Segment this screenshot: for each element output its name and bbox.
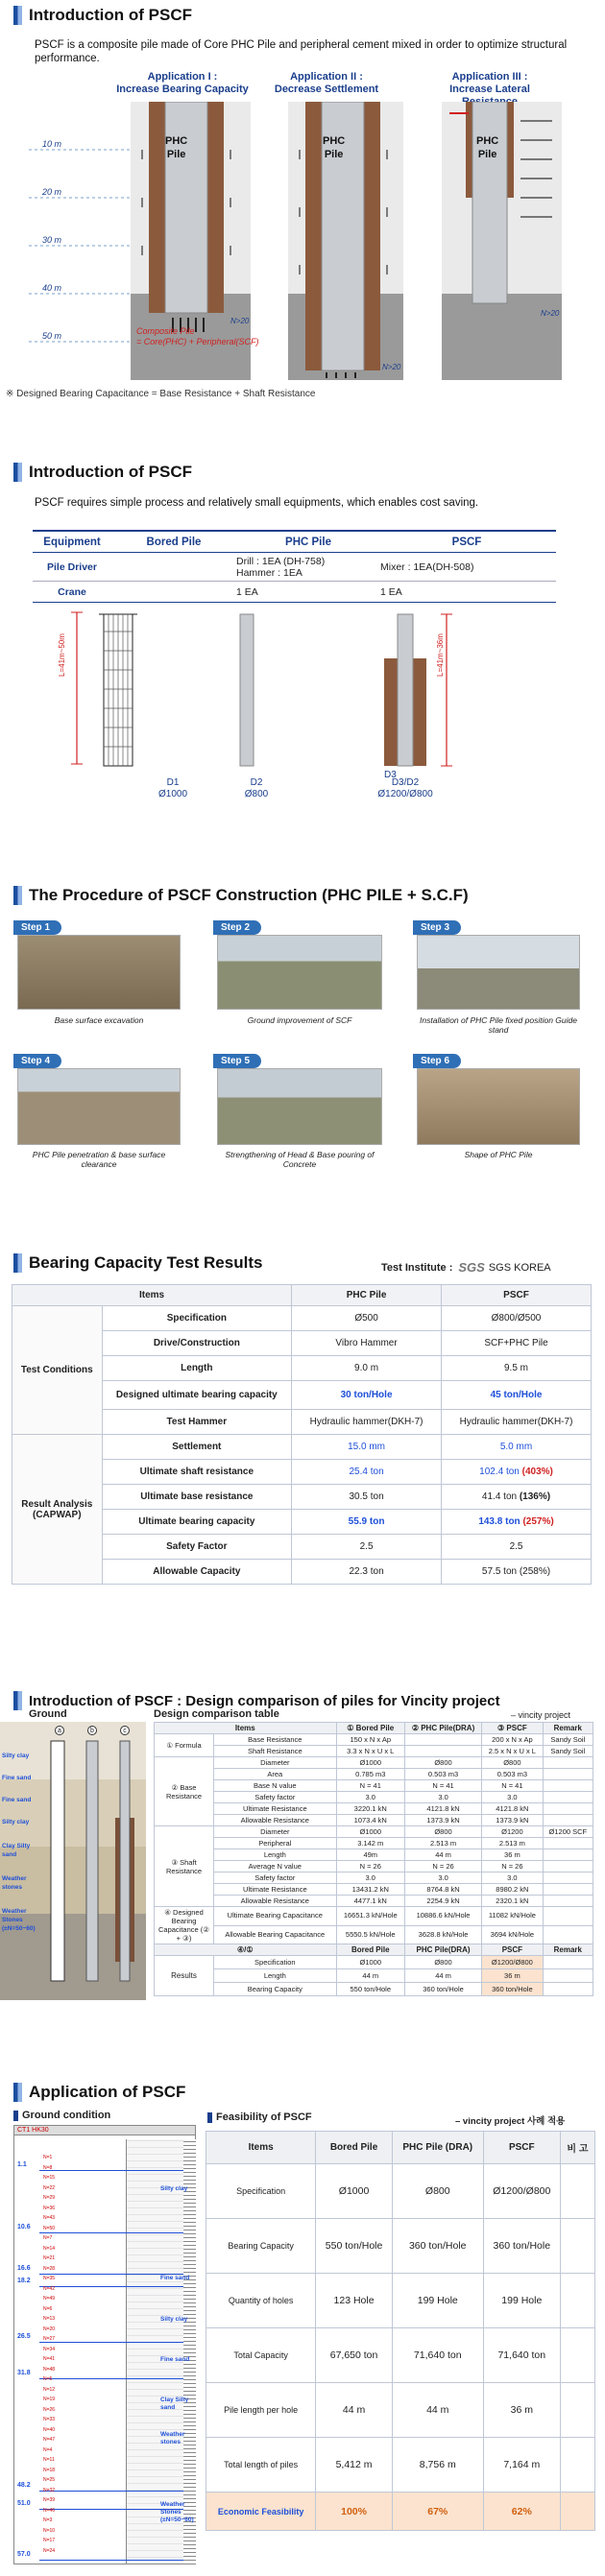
pile-applications-diagram bbox=[29, 102, 586, 380]
group-test-conditions: Test Conditions bbox=[12, 1306, 103, 1435]
item-label: Settlement bbox=[102, 1435, 292, 1460]
col-bored: Bored Pile bbox=[146, 536, 202, 548]
equipment-table bbox=[33, 530, 556, 603]
step-6-photo bbox=[417, 1068, 580, 1145]
table-row bbox=[12, 1435, 592, 1460]
col-header: PHC Pile(DRA) bbox=[404, 1944, 481, 1956]
col-header: ③ PSCF bbox=[482, 1723, 544, 1734]
table-row: Safety factor 3.0 3.0 3.0 bbox=[155, 1872, 593, 1884]
table-row: Total Capacity 67,650 ton 71,640 ton 71,640 ton bbox=[206, 2328, 595, 2383]
equipment-description: PSCF requires simple process and relatively small equipments, which enables cost saving. bbox=[35, 497, 479, 509]
section-title bbox=[13, 463, 192, 482]
col-header: Bored Pile bbox=[316, 2132, 393, 2164]
phc-value: 2.5 bbox=[292, 1535, 442, 1560]
table-row: Ultimate Resistance 13431.2 kN 8764.8 kN 8980.2 kN bbox=[155, 1884, 593, 1896]
col-header: ② PHC Pile(DRA) bbox=[404, 1723, 481, 1734]
col-equipment: Equipment bbox=[43, 536, 101, 548]
pscf-value: 2.5 bbox=[442, 1535, 592, 1560]
depth-marker: 57.0 bbox=[17, 2550, 31, 2558]
col-pscf: PSCF bbox=[442, 1285, 592, 1306]
depth-50: 50 m bbox=[42, 331, 62, 341]
item-label: Test Hammer bbox=[102, 1410, 292, 1435]
ground-layer-label: Silty clay bbox=[2, 1819, 30, 1825]
depth-marker: 26.5 bbox=[17, 2333, 31, 2341]
pscf-value: 102.4 ton (403%) bbox=[442, 1460, 592, 1485]
ground-layer-labels bbox=[2, 1752, 46, 1948]
pscf-value: Hydraulic hammer(DKH-7) bbox=[442, 1410, 592, 1435]
soil-label: Silty clay bbox=[160, 2185, 188, 2192]
section-title bbox=[13, 2083, 185, 2102]
depth-20: 20 m bbox=[42, 187, 62, 197]
step-6-caption: Shape of PHC Pile bbox=[464, 1150, 533, 1159]
phc-value: 22.3 ton bbox=[292, 1560, 442, 1585]
depth-30: 30 m bbox=[42, 235, 62, 245]
pscf-value: 57.5 ton (258%) bbox=[442, 1560, 592, 1585]
table-row: Ultimate Resistance 3220.1 kN 4121.8 kN 4121.8 kN bbox=[155, 1803, 593, 1815]
n-label-3: N>20 bbox=[541, 309, 560, 318]
economic-feasibility-row: Economic Feasibility 100% 67% 62% bbox=[206, 2493, 595, 2531]
section-title-text: Introduction of PSCF bbox=[29, 463, 192, 481]
section-title bbox=[13, 6, 192, 25]
dim-label-1: L=41m~50m bbox=[58, 633, 66, 677]
col-header: Items bbox=[155, 1723, 337, 1734]
step-4-label: Step 4 bbox=[13, 1054, 61, 1068]
step-5-photo bbox=[217, 1068, 382, 1145]
pile-label-2: PHC Pile bbox=[323, 135, 346, 160]
step-1-caption: Base surface excavation bbox=[54, 1015, 144, 1025]
phc-value: 15.0 mm bbox=[292, 1435, 442, 1460]
section-title bbox=[13, 886, 469, 905]
n-label-1: N>20 bbox=[230, 317, 250, 325]
table-row: Base N value N = 41 N = 41 N = 41 bbox=[155, 1780, 593, 1792]
step-1-label: Step 1 bbox=[13, 920, 61, 935]
pscf-value: 143.8 ton (257%) bbox=[442, 1510, 592, 1535]
col-phc: PHC Pile bbox=[285, 536, 331, 548]
boring-log: CT1 HK30 1.1 10.6 16.6 18.2 26.5 31.8 48.2 51.0 57.0 Silty clay Fine sand Silty clay Fine sand Clay Silty sand Weather stones Weather Stones (±N=50~60) N=1 N=8 N=15 N=22 N=29 N=36 N=43 N=50 N=7 N=14 N=21 N=28 N=35 N=42 N=49 N=6 N=13 N=20 N=27 N=34 N=41 N=48 N=5 N=12 N=19 N=26 N=33 N=40 N=47 N=4 N=11 N=18 N=25 N=32 N=39 N=46 N=3 N=10 N=17 N=24 bbox=[13, 2125, 196, 2564]
section-title-text: Bearing Capacity Test Results bbox=[29, 1253, 263, 1272]
pile-label-1: PHC Pile bbox=[165, 135, 188, 160]
ground-layer-label: Clay Silty sand bbox=[2, 1843, 31, 1858]
design-table-title: Design comparison table bbox=[154, 1708, 279, 1720]
circle-label-a: a bbox=[55, 1726, 64, 1735]
table-row: ① Formula Base Resistance 150 x N x Ap 200 x N x Ap Sandy Soil bbox=[155, 1734, 593, 1746]
item-label: Drive/Construction bbox=[102, 1331, 292, 1356]
step-3-label: Step 3 bbox=[413, 920, 461, 935]
table-row: Bearing Capacity 550 ton/Hole 360 ton/Hole 360 ton/Hole bbox=[206, 2219, 595, 2274]
table-row: Pile Driver Drill : 1EA (DH-758) Hammer : 1EA Mixer : 1EA(DH-508) bbox=[33, 553, 556, 582]
item-label: Allowable Capacity bbox=[102, 1560, 292, 1585]
composite-pile-note: Composite Pile = Core(PHC) + Peripheral(SCF) bbox=[136, 326, 259, 346]
pile-label-d1: D1 Ø1000 bbox=[157, 777, 188, 799]
test-institute: Test Institute : SGS SGS KOREA bbox=[381, 1260, 551, 1275]
col-phc: PHC Pile bbox=[292, 1285, 442, 1306]
step-5-label: Step 5 bbox=[213, 1054, 261, 1068]
col-header: ④/① bbox=[155, 1944, 337, 1956]
section-title bbox=[13, 1691, 500, 1710]
col-items: Items bbox=[12, 1285, 292, 1306]
table-row: Bearing Capacity 550 ton/Hole 360 ton/Hole 360 ton/Hole bbox=[155, 1983, 593, 1996]
table-row: Length 44 m 44 m 36 m bbox=[155, 1969, 593, 1983]
table-row: Allowable Resistance 4477.1 kN 2254.9 kN 2320.1 kN bbox=[155, 1896, 593, 1907]
item-label: Ultimate shaft resistance bbox=[102, 1460, 292, 1485]
step-4-photo bbox=[17, 1068, 181, 1145]
circle-label-c: c bbox=[120, 1726, 130, 1735]
bearing-footnote: ※ Designed Bearing Capacitance = Base Resistance + Shaft Resistance bbox=[6, 389, 316, 399]
item-label: Ultimate bearing capacity bbox=[102, 1510, 292, 1535]
ground-condition-title: Ground condition bbox=[13, 2110, 110, 2121]
phc-value: 25.4 ton bbox=[292, 1460, 442, 1485]
boring-log-header: CT1 HK30 bbox=[14, 2126, 195, 2135]
group-label: ③ Shaft Resistance bbox=[155, 1826, 214, 1907]
soil-label: Clay Silty sand bbox=[160, 2397, 189, 2412]
vincity-project-ko: – vincity project 사례 적용 bbox=[455, 2116, 566, 2127]
pile-label-d3: D3/D2 Ø1200/Ø800 bbox=[377, 777, 433, 799]
step-2-label: Step 2 bbox=[213, 920, 261, 935]
pscf-value: 45 ton/Hole bbox=[442, 1381, 592, 1410]
ground-layer-label: Silty clay bbox=[2, 1753, 30, 1759]
design-comparison-table bbox=[154, 1722, 593, 1996]
section-title-text: Introduction of PSCF bbox=[29, 6, 192, 24]
application-2-title: Application II : Decrease Settlement bbox=[274, 71, 379, 95]
depth-marker: 10.6 bbox=[17, 2223, 31, 2230]
col-header: PSCF bbox=[482, 1944, 544, 1956]
table-row: Shaft Resistance 3.3 x N x U x L 2.5 x N x U x L Sandy Soil bbox=[155, 1746, 593, 1757]
col-pscf: PSCF bbox=[451, 536, 482, 548]
ground-layer-label: Weather Stones (±N=50~60) bbox=[2, 1908, 36, 1932]
depth-marker: 16.6 bbox=[17, 2265, 31, 2273]
pile-label-3: PHC Pile bbox=[476, 135, 499, 160]
pscf-value: 41.4 ton (136%) bbox=[442, 1485, 592, 1510]
table-row: ④ Designed Bearing Capacitance (② + ③) Ultimate Bearing Capacitance 16651.3 kN/Hole 10886.6 kN/Hole 11082 kN/Hole bbox=[155, 1907, 593, 1926]
step-2-caption: Ground improvement of SCF bbox=[247, 1015, 352, 1025]
depth-marker: 1.1 bbox=[17, 2160, 27, 2168]
group-label: ④ Designed Bearing Capacitance (② + ③) bbox=[155, 1907, 214, 1944]
dim-label-2: L=41m~36m bbox=[436, 633, 445, 677]
table-row: Specification Ø1000 Ø800 Ø1200/Ø800 bbox=[206, 2164, 595, 2219]
table-row: Pile length per hole 44 m 44 m 36 m bbox=[206, 2383, 595, 2438]
table-row: ② Base Resistance Diameter Ø1000 Ø800 Ø800 bbox=[155, 1757, 593, 1769]
col-header: PSCF bbox=[483, 2132, 560, 2164]
col-header: ① Bored Pile bbox=[336, 1723, 404, 1734]
ground-layer-label: Weather stones bbox=[2, 1875, 27, 1891]
table-row: Average N value N = 26 N = 26 N = 26 bbox=[155, 1861, 593, 1872]
ground-layer-label: Fine sand bbox=[2, 1775, 32, 1781]
col-header: Remark bbox=[543, 1723, 593, 1734]
table-row: Allowable Bearing Capacitance 5550.5 kN/Hole 3628.8 kN/Hole 3694 kN/Hole bbox=[155, 1925, 593, 1944]
table-row: Peripheral 3.142 m 2.513 m 2.513 m bbox=[155, 1838, 593, 1849]
soil-label: Fine sand bbox=[160, 2275, 190, 2281]
pscf-value: Ø800/Ø500 bbox=[442, 1306, 592, 1331]
group-result-analysis: Result Analysis (CAPWAP) bbox=[12, 1435, 103, 1585]
n-label-2: N>20 bbox=[382, 363, 401, 371]
soil-label: Silty clay bbox=[160, 2316, 188, 2324]
phc-value: 9.0 m bbox=[292, 1356, 442, 1381]
table-row: ③ Shaft Resistance Diameter Ø1000 Ø800 Ø1200 Ø1200 SCF bbox=[155, 1826, 593, 1838]
col-header: Items bbox=[206, 2132, 316, 2164]
depth-marker: 18.2 bbox=[17, 2277, 31, 2284]
table-row: Crane 1 EA 1 EA bbox=[33, 582, 556, 603]
item-label: Designed ultimate bearing capacity bbox=[102, 1381, 292, 1410]
section-title-text: Introduction of PSCF : Design comparison of piles for Vincity project bbox=[29, 1692, 500, 1709]
feasibility-title: Feasibility of PSCF bbox=[207, 2111, 312, 2123]
phc-value: 55.9 ton bbox=[292, 1510, 442, 1535]
step-1-photo bbox=[17, 935, 181, 1010]
table-row: Area 0.785 m3 0.503 m3 0.503 m3 bbox=[155, 1769, 593, 1780]
vincity-project-label: – vincity project bbox=[511, 1710, 571, 1720]
pscf-value: 5.0 mm bbox=[442, 1435, 592, 1460]
soil-label: Weather Stones (±N=50~60) bbox=[160, 2500, 194, 2523]
step-3-caption: Installation of PHC Pile fixed position Guide stand bbox=[420, 1015, 577, 1035]
application-3-title: Application III : Increase Lateral bbox=[449, 71, 530, 95]
ground-layer-label: Fine sand bbox=[2, 1797, 32, 1803]
sgs-logo: SGS bbox=[458, 1260, 485, 1275]
intro-description: PSCF is a composite pile made of Core PHC Pile and peripheral cement mixed in order to optimize structural performance. bbox=[35, 39, 568, 64]
d3-label: D3 bbox=[384, 770, 397, 780]
col-header: PHC Pile (DRA) bbox=[392, 2132, 483, 2164]
circle-label-b: b bbox=[87, 1726, 97, 1735]
depth-10: 10 m bbox=[42, 139, 62, 149]
table-row: Length 49m 44 m 36 m bbox=[155, 1849, 593, 1861]
depth-marker: 31.8 bbox=[17, 2369, 31, 2376]
group-label: Results bbox=[155, 1956, 214, 1996]
col-header: Bored Pile bbox=[336, 1944, 404, 1956]
table-row: Results Specification Ø1000 Ø800 Ø1200/Ø800 bbox=[155, 1956, 593, 1969]
depth-marker: 48.2 bbox=[17, 2482, 31, 2490]
application-1-title: Application I : Increase Bearing Capacity bbox=[116, 71, 249, 95]
phc-value: 30.5 ton bbox=[292, 1485, 442, 1510]
soil-label: Fine sand bbox=[160, 2356, 190, 2364]
phc-value: Hydraulic hammer(DKH-7) bbox=[292, 1410, 442, 1435]
phc-value: Ø500 bbox=[292, 1306, 442, 1331]
step-6-label: Step 6 bbox=[413, 1054, 461, 1068]
section-title bbox=[13, 1253, 262, 1273]
step-3-photo bbox=[417, 935, 580, 1010]
table-row bbox=[12, 1306, 592, 1331]
group-label: ① Formula bbox=[155, 1734, 214, 1757]
item-label: Ultimate base resistance bbox=[102, 1485, 292, 1510]
step-5-caption: Strengthening of Head & Base pouring of Concrete bbox=[225, 1150, 375, 1169]
soil-label: Weather stones bbox=[160, 2430, 185, 2445]
table-row: Quantity of holes 123 Hole 199 Hole 199 Hole bbox=[206, 2274, 595, 2328]
section-title-text: Application of PSCF bbox=[29, 2083, 186, 2101]
table-row: Safety factor 3.0 3.0 3.0 bbox=[155, 1792, 593, 1803]
item-label: Specification bbox=[102, 1306, 292, 1331]
item-label: Length bbox=[102, 1356, 292, 1381]
table-row: Allowable Resistance 1073.4 kN 1373.9 kN 1373.9 kN bbox=[155, 1815, 593, 1826]
bearing-test-table bbox=[12, 1284, 592, 1585]
item-label: Safety Factor bbox=[102, 1535, 292, 1560]
phc-value: 30 ton/Hole bbox=[292, 1381, 442, 1410]
col-header: Remark bbox=[543, 1944, 593, 1956]
table-row: Total length of piles 5,412 m 8,756 m 7,164 m bbox=[206, 2438, 595, 2493]
col-header: 비 고 bbox=[560, 2132, 594, 2164]
depth-marker: 51.0 bbox=[17, 2500, 31, 2507]
pscf-value: SCF+PHC Pile bbox=[442, 1331, 592, 1356]
depth-40: 40 m bbox=[42, 283, 62, 293]
pile-dimensions-diagram bbox=[58, 603, 557, 799]
section-title-text: The Procedure of PSCF Construction (PHC PILE + S.C.F) bbox=[29, 886, 469, 904]
step-2-photo bbox=[217, 935, 382, 1010]
feasibility-table bbox=[206, 2131, 595, 2531]
group-label: ② Base Resistance bbox=[155, 1757, 214, 1826]
pile-label-d2: D2 Ø800 bbox=[244, 777, 269, 799]
ground-label: Ground bbox=[29, 1708, 67, 1720]
phc-value: Vibro Hammer bbox=[292, 1331, 442, 1356]
step-4-caption: PHC Pile penetration & base surface clearance bbox=[32, 1150, 166, 1169]
pscf-value: 9.5 m bbox=[442, 1356, 592, 1381]
